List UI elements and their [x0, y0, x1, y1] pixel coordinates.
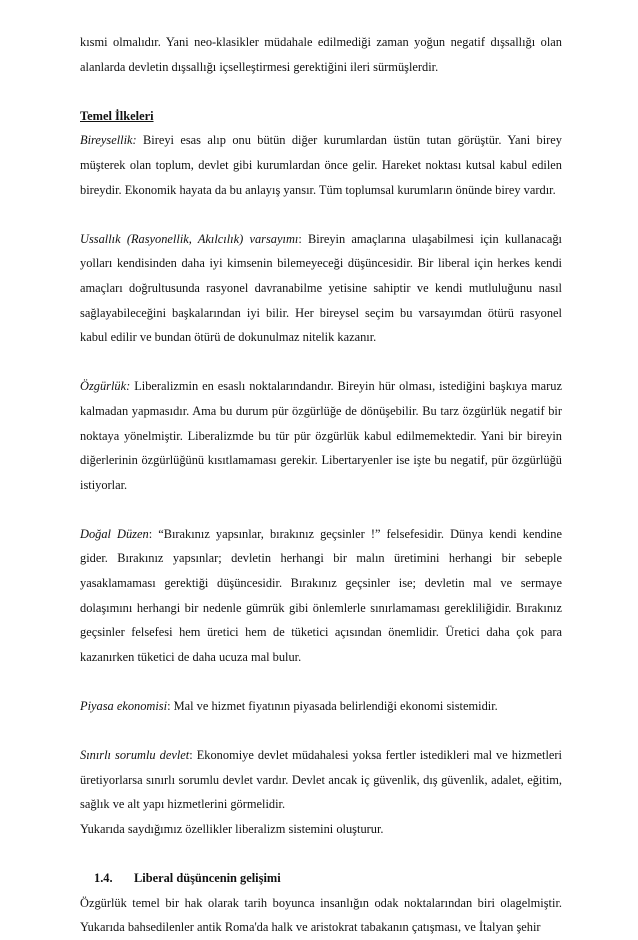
- final-paragraph: Özgürlük temel bir hak olarak tarih boyunca insanlığın odak noktalarından biri olagelmiştir. Yukarıda bahsedilenler antik Roma'da halk ve aristokrat tabakanın çatışması, ve İtalyan şehir: [80, 895, 562, 935]
- spacer: [80, 497, 562, 522]
- term: Özgürlük:: [80, 379, 131, 394]
- paragraph-text: : “Bırakınız yapsınlar, bırakınız geçsinler !” felsefesidir. Dünya kendi kendine gider. Bırakınız yapsınlar; devletin herhangi bir malın üretimini herhangi bir sebeple yasaklamaması gerektiği düşüncesidir. Bırakınız geçsinler ise; devletin mal ve sermaye dolaşımını herhangi bir nedenle gümrük gibi önlemlerle sınırlamaması gerekliliğidir. Bırakınız geçsinler felsefesi hem üretici hem de tüketici açısından önemlidir. Üretici daha çok para kazanırken tüketici de daha ucuza mal bulur.: [80, 526, 562, 664]
- paragraph-text: : Ekonomiye devlet müdahalesi yoksa fertler istedikleri mal ve hizmetleri üretiyorlarsa sınırlı sorumlu devlet vardır. Devlet ancak iç güvenlik, dış güvenlik, adalet, eğitim, sağlık ve alt yapı hizmetlerini görmelidir.: [80, 748, 562, 812]
- paragraph-ussallik: [80, 227, 562, 350]
- summary-line: Yukarıda saydığımız özellikler liberalizm sistemini oluşturur.: [80, 822, 384, 836]
- paragraph-ozgurluk: [80, 374, 562, 497]
- term: Doğal Düzen: [80, 526, 149, 541]
- spacer: [80, 669, 562, 694]
- spacer: [80, 350, 562, 375]
- paragraph-text: Bireyi esas alıp onu bütün diğer kurumlardan üstün tutan görüştür. Yani birey müşterek olan toplum, devlet gibi kurumlardan önce gelir. Hareket noktası kutsal kabul edilen bireydir. Ekonomik hayata da bu anlayış yansır. Tüm toplumsal kurumların önünde birey vardır.: [80, 133, 562, 197]
- intro-paragraph: kısmi olmalıdır. Yani neo-klasikler müdahale edilmediği zaman yoğun negatif dışsallığı olan alanlarda devletin dışsallığı içselleştirmesi gerektiğini ileri sürmüşlerdir.: [80, 35, 562, 74]
- spacer: [80, 79, 562, 104]
- paragraph-piyasa: [80, 694, 562, 719]
- paragraph-sinirli-devlet: [80, 743, 562, 817]
- spacer: [80, 719, 562, 744]
- term: Piyasa ekonomisi: [80, 699, 168, 714]
- spacer: [80, 202, 562, 227]
- section-title: Liberal düşüncenin gelişimi: [134, 871, 281, 886]
- paragraph-dogal-duzen: [80, 522, 562, 670]
- term: Sınırlı sorumlu devlet: [80, 748, 190, 763]
- section-number: 1.4.: [94, 871, 113, 886]
- paragraph-text: : Bireyin amaçlarına ulaşabilmesi için kullanacağı yolları kendisinden daha iyi kimsenin bilemeyeceği düşüncesidir. Bir liberal için herkes kendi amaçları doğrultusunda rasyonel davranabilme yetisine sahiptir ve kendi mutluluğunu nasıl sağlayabileceğini başkalarından iyi bilir. Her bireysel seçim bu varsayımdan ötürü rasyonel kabul edilir ve bundan ötürü de dokunulmaz nitelik kazanır.: [80, 231, 562, 345]
- term: Ussallık (Rasyonellik, Akılcılık) varsayımı: [80, 231, 299, 246]
- paragraph-bireysellik: [80, 128, 562, 202]
- paragraph-text: : Mal ve hizmet fiyatının piyasada belirlendiği ekonomi sistemidir.: [167, 699, 498, 714]
- subsection-heading: [80, 866, 562, 891]
- paragraph-text: Liberalizmin en esaslı noktalarındandır. Bireyin hür olması, istediğini başkıya maruz kalmadan yapmasıdır. Ama bu durum pür özgürlüğe de dönüşebilir. Bu tarz özgürlük negatif bir noktaya yönelmiştir. Liberalizmde bu tür pür özgürlük kabul edilmemektedir. Yani bir bireyin diğerlerinin özgürlüğünü kısıtlamaması gerekir. Libertaryenler ise işte bu negatif, pür özgürlüğü istiyorlar.: [80, 379, 562, 492]
- spacer: [80, 842, 562, 867]
- term: Bireysellik:: [80, 133, 137, 148]
- section-heading: Temel İlkeleri: [80, 108, 154, 123]
- document-page: [80, 30, 562, 940]
